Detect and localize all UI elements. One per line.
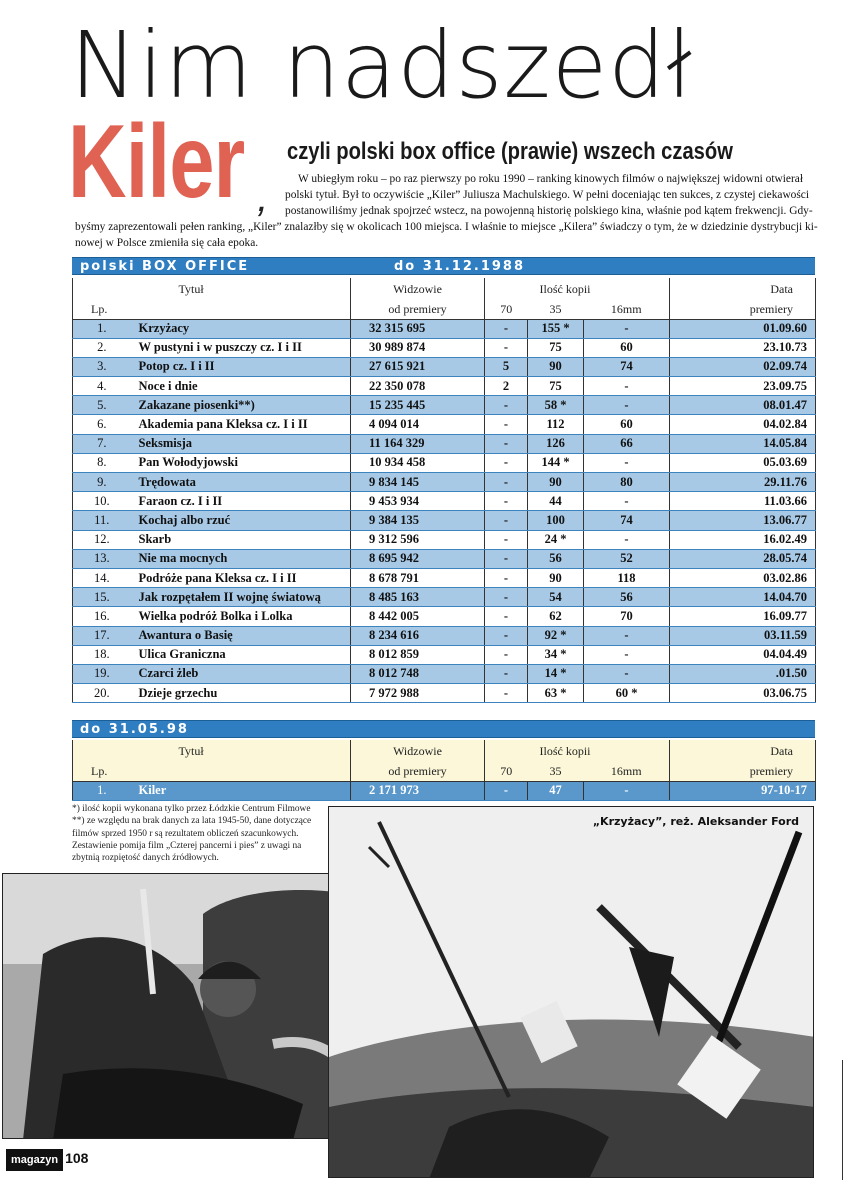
row-lp: 1.: [73, 781, 131, 800]
footnote-3: filmów sprzed 1950 r są rezultatem obliczeń szacunkowych.: [72, 828, 299, 839]
row-copies-70: -: [485, 549, 528, 568]
table-row: [73, 568, 816, 587]
row-date: 14.05.84: [670, 434, 816, 453]
row-copies-16: -: [584, 377, 670, 396]
table-row: [73, 319, 816, 338]
table-row: [73, 377, 816, 396]
row-copies-16: -: [584, 664, 670, 683]
row-copies-70: -: [485, 781, 528, 800]
row-copies-16: 118: [584, 568, 670, 587]
row-copies-70: -: [485, 319, 528, 338]
row-copies-16: 56: [584, 588, 670, 607]
row-viewers: 22 350 078: [351, 377, 485, 396]
row-title: Akademia pana Kleksa cz. I i II: [131, 415, 351, 434]
row-date: 23.09.75: [670, 377, 816, 396]
row-copies-16: -: [584, 492, 670, 511]
row-title: Czarci żleb: [131, 664, 351, 683]
row-lp: 12.: [73, 530, 131, 549]
row-lp: 1.: [73, 319, 131, 338]
table-row: [73, 549, 816, 568]
header-35: 35: [528, 300, 584, 319]
row-viewers: 8 012 748: [351, 664, 485, 683]
row-copies-35: 90: [528, 568, 584, 587]
row-date: .01.50: [670, 664, 816, 683]
row-viewers: 8 485 163: [351, 588, 485, 607]
row-title: Seksmisja: [131, 434, 351, 453]
row-copies-16: -: [584, 396, 670, 415]
header-copies: Ilość kopii: [528, 278, 670, 300]
row-lp: 5.: [73, 396, 131, 415]
header-viewers-1: Widzowie: [351, 278, 485, 300]
row-copies-16: -: [584, 530, 670, 549]
row-title: W pustyni i w puszczy cz. I i II: [131, 338, 351, 357]
row-copies-35: 75: [528, 377, 584, 396]
row-copies-70: -: [485, 588, 528, 607]
row-copies-16: 80: [584, 473, 670, 492]
row-copies-35: 100: [528, 511, 584, 530]
row-title: Trędowata: [131, 473, 351, 492]
recent-header-viewers-1: Widzowie: [351, 740, 485, 762]
row-lp: 18.: [73, 645, 131, 664]
row-copies-35: 126: [528, 434, 584, 453]
row-lp: 19.: [73, 664, 131, 683]
row-copies-70: -: [485, 396, 528, 415]
headline-line-1: Nim nadszedł: [70, 12, 693, 119]
row-title: Kiler: [131, 781, 351, 800]
row-title: Podróże pana Kleksa cz. I i II: [131, 568, 351, 587]
row-lp: 16.: [73, 607, 131, 626]
table-row: [73, 588, 816, 607]
row-copies-35: 112: [528, 415, 584, 434]
intro-line-2: polski tytuł. Był to oczywiście „Kiler” Juliusza Machulskiego. W pełni doceniając ten sukces, z czystej ciekawości: [285, 189, 810, 201]
row-copies-16: 66: [584, 434, 670, 453]
row-lp: 20.: [73, 684, 131, 703]
header-title: Tytuł: [131, 278, 351, 300]
row-viewers: 10 934 458: [351, 453, 485, 472]
row-copies-70: -: [485, 530, 528, 549]
row-viewers: 9 384 135: [351, 511, 485, 530]
row-viewers: 9 312 596: [351, 530, 485, 549]
row-title: Zakazane piosenki**): [131, 396, 351, 415]
row-copies-70: -: [485, 473, 528, 492]
row-lp: 3.: [73, 357, 131, 376]
page-number: 108: [65, 1150, 89, 1166]
row-lp: 8.: [73, 453, 131, 472]
footnote-1: *) ilość kopii wykonana tylko przez Łódzkie Centrum Filmowe: [72, 804, 311, 814]
row-lp: 14.: [73, 568, 131, 587]
row-date: 04.02.84: [670, 415, 816, 434]
row-title: Skarb: [131, 530, 351, 549]
row-lp: 9.: [73, 473, 131, 492]
row-lp: 7.: [73, 434, 131, 453]
battlefield-illustration: [329, 807, 814, 1178]
row-copies-70: -: [485, 626, 528, 645]
row-copies-70: -: [485, 684, 528, 703]
row-copies-35: 58 *: [528, 396, 584, 415]
row-copies-35: 14 *: [528, 664, 584, 683]
recent-header-title: Tytuł: [131, 740, 351, 762]
table-row: [73, 607, 816, 626]
intro-line-1: W ubiegłym roku – po raz pierwszy po roku 1990 – ranking kinowych filmów o największej widowni otwierał: [298, 173, 803, 185]
row-viewers: 7 972 988: [351, 684, 485, 703]
row-viewers: 8 442 005: [351, 607, 485, 626]
row-date: 08.01.47: [670, 396, 816, 415]
row-date: 03.11.59: [670, 626, 816, 645]
row-viewers: 30 989 874: [351, 338, 485, 357]
row-date: 29.11.76: [670, 473, 816, 492]
intro-line-3: postanowiliśmy jednak spojrzeć wstecz, na powojenną historię polskiego kina, właśnie pod kątem frekwencji. Gdy-: [285, 205, 813, 217]
row-title: Jak rozpętałem II wojnę światową: [131, 588, 351, 607]
row-lp: 6.: [73, 415, 131, 434]
row-copies-70: -: [485, 492, 528, 511]
row-title: Pan Wołodyjowski: [131, 453, 351, 472]
row-copies-35: 155 *: [528, 319, 584, 338]
table-row: [73, 645, 816, 664]
recent-header-lp: Lp.: [73, 762, 131, 781]
magazine-label: magazyn: [6, 1149, 63, 1171]
subtitle: czyli polski box office (prawie) wszech czasów: [287, 138, 733, 165]
footnotes: [72, 803, 317, 864]
row-title: Krzyżacy: [131, 319, 351, 338]
recent-header-row-2: [73, 762, 816, 781]
table-header-row: [73, 278, 816, 300]
recent-header-copies: Ilość kopii: [528, 740, 670, 762]
row-date: 16.09.77: [670, 607, 816, 626]
photo-caption: „Krzyżacy”, reż. Aleksander Ford: [592, 815, 799, 828]
row-copies-70: -: [485, 511, 528, 530]
table-row: [73, 357, 816, 376]
row-title: Wielka podróż Bolka i Lolka: [131, 607, 351, 626]
row-copies-35: 63 *: [528, 684, 584, 703]
row-copies-35: 144 *: [528, 453, 584, 472]
table-row: [73, 492, 816, 511]
row-viewers: 8 695 942: [351, 549, 485, 568]
row-date: 14.04.70: [670, 588, 816, 607]
box-office-band-title: polski BOX OFFICE: [80, 259, 250, 274]
recent-header-16mm: 16mm: [584, 762, 670, 781]
row-copies-35: 90: [528, 357, 584, 376]
recent-table: [72, 740, 816, 801]
row-copies-35: 44: [528, 492, 584, 511]
row-copies-35: 90: [528, 473, 584, 492]
row-copies-70: -: [485, 664, 528, 683]
row-copies-16: 60: [584, 415, 670, 434]
row-title: Dzieje grzechu: [131, 684, 351, 703]
table-row: [73, 664, 816, 683]
row-date: 01.09.60: [670, 319, 816, 338]
row-date: 04.04.49: [670, 645, 816, 664]
row-title: Kochaj albo rzuć: [131, 511, 351, 530]
row-date: 05.03.69: [670, 453, 816, 472]
row-copies-35: 47: [528, 781, 584, 800]
row-copies-70: 5: [485, 357, 528, 376]
row-copies-70: -: [485, 568, 528, 587]
row-date: 23.10.73: [670, 338, 816, 357]
row-copies-70: -: [485, 607, 528, 626]
row-date: 03.02.86: [670, 568, 816, 587]
row-lp: 4.: [73, 377, 131, 396]
row-date: 16.02.49: [670, 530, 816, 549]
table-row: [73, 626, 816, 645]
header-lp: Lp.: [73, 300, 131, 319]
row-copies-16: 74: [584, 511, 670, 530]
table-row: [73, 434, 816, 453]
row-lp: 13.: [73, 549, 131, 568]
row-date: 02.09.74: [670, 357, 816, 376]
row-copies-16: 60: [584, 338, 670, 357]
row-title: Awantura o Basię: [131, 626, 351, 645]
row-viewers: 32 315 695: [351, 319, 485, 338]
row-date: 13.06.77: [670, 511, 816, 530]
header-70: 70: [485, 300, 528, 319]
headline-comma: ,: [253, 176, 274, 220]
row-viewers: 4 094 014: [351, 415, 485, 434]
footnote-2: **) ze względu na brak danych za lata 1945-50, dane dotyczące: [72, 816, 312, 827]
row-viewers: 11 164 329: [351, 434, 485, 453]
row-viewers: 8 234 616: [351, 626, 485, 645]
row-viewers: 8 012 859: [351, 645, 485, 664]
row-copies-16: -: [584, 645, 670, 664]
row-copies-16: -: [584, 626, 670, 645]
recent-header-35: 35: [528, 762, 584, 781]
recent-header-viewers-2: od premiery: [351, 762, 485, 781]
row-viewers: 27 615 921: [351, 357, 485, 376]
row-lp: 15.: [73, 588, 131, 607]
row-copies-16: -: [584, 453, 670, 472]
recent-band: [72, 720, 815, 738]
footnote-5: zbytnią rozpiętość danych źródłowych.: [72, 853, 219, 864]
row-viewers: 2 171 973: [351, 781, 485, 800]
row-copies-35: 92 *: [528, 626, 584, 645]
row-copies-16: 52: [584, 549, 670, 568]
row-title: Nie ma mocnych: [131, 549, 351, 568]
intro-line-5: nowej w Polsce zmieniła się cała epoka.: [75, 237, 259, 249]
table-row: [73, 684, 816, 703]
row-copies-16: -: [584, 319, 670, 338]
row-viewers: 15 235 445: [351, 396, 485, 415]
table-row: [73, 473, 816, 492]
row-copies-70: -: [485, 338, 528, 357]
row-title: Potop cz. I i II: [131, 357, 351, 376]
row-viewers: 9 453 934: [351, 492, 485, 511]
headline-kiler: Kiler: [68, 104, 245, 220]
row-lp: 17.: [73, 626, 131, 645]
recent-header-row: [73, 740, 816, 762]
row-date: 28.05.74: [670, 549, 816, 568]
box-office-band: [72, 257, 815, 275]
row-copies-35: 62: [528, 607, 584, 626]
row-copies-70: -: [485, 453, 528, 472]
table-row: [73, 396, 816, 415]
recent-header-date-2: premiery: [670, 762, 816, 781]
row-viewers: 9 834 145: [351, 473, 485, 492]
header-viewers-2: od premiery: [351, 300, 485, 319]
row-copies-35: 75: [528, 338, 584, 357]
row-copies-70: 2: [485, 377, 528, 396]
box-office-table: [72, 278, 816, 703]
row-copies-16: 60 *: [584, 684, 670, 703]
recent-header-70: 70: [485, 762, 528, 781]
row-lp: 2.: [73, 338, 131, 357]
row-title: Faraon cz. I i II: [131, 492, 351, 511]
table-row: [73, 511, 816, 530]
row-title: Noce i dnie: [131, 377, 351, 396]
row-copies-35: 56: [528, 549, 584, 568]
row-copies-16: -: [584, 781, 670, 800]
recent-header-date-1: Data: [670, 740, 816, 762]
row-copies-35: 54: [528, 588, 584, 607]
row-copies-16: 70: [584, 607, 670, 626]
film-still-battlefield: [328, 806, 814, 1178]
table-row: [73, 781, 816, 800]
box-office-band-date: do 31.12.1988: [394, 259, 526, 274]
table-row: [73, 415, 816, 434]
table-header-row-2: [73, 300, 816, 319]
table-row: [73, 453, 816, 472]
header-date-2: premiery: [670, 300, 816, 319]
row-copies-70: -: [485, 645, 528, 664]
header-date-1: Data: [670, 278, 816, 300]
recent-band-date: do 31.05.98: [80, 722, 189, 737]
table-row: [73, 338, 816, 357]
row-copies-70: -: [485, 415, 528, 434]
row-date: 03.06.75: [670, 684, 816, 703]
row-title: Ulica Graniczna: [131, 645, 351, 664]
row-date: 11.03.66: [670, 492, 816, 511]
footnote-4: Zestawienie pomija film „Czterej pancerni i pies” z uwagi na: [72, 840, 302, 851]
row-copies-35: 34 *: [528, 645, 584, 664]
table-row: [73, 530, 816, 549]
row-copies-35: 24 *: [528, 530, 584, 549]
page-edge-rule: [842, 1060, 843, 1180]
page-footer: [6, 1147, 88, 1169]
header-16mm: 16mm: [584, 300, 670, 319]
row-date: 97-10-17: [670, 781, 816, 800]
intro-line-4: byśmy zaprezentowali pełen ranking, „Kiler” znalazłby się w okolicach 100 miejsca. I właśnie to miejsce „Kilera” świadczy o tym, że w dziedzinie dystrybucji ki-: [75, 221, 818, 233]
row-lp: 11.: [73, 511, 131, 530]
row-copies-16: 74: [584, 357, 670, 376]
row-viewers: 8 678 791: [351, 568, 485, 587]
row-copies-70: -: [485, 434, 528, 453]
row-lp: 10.: [73, 492, 131, 511]
